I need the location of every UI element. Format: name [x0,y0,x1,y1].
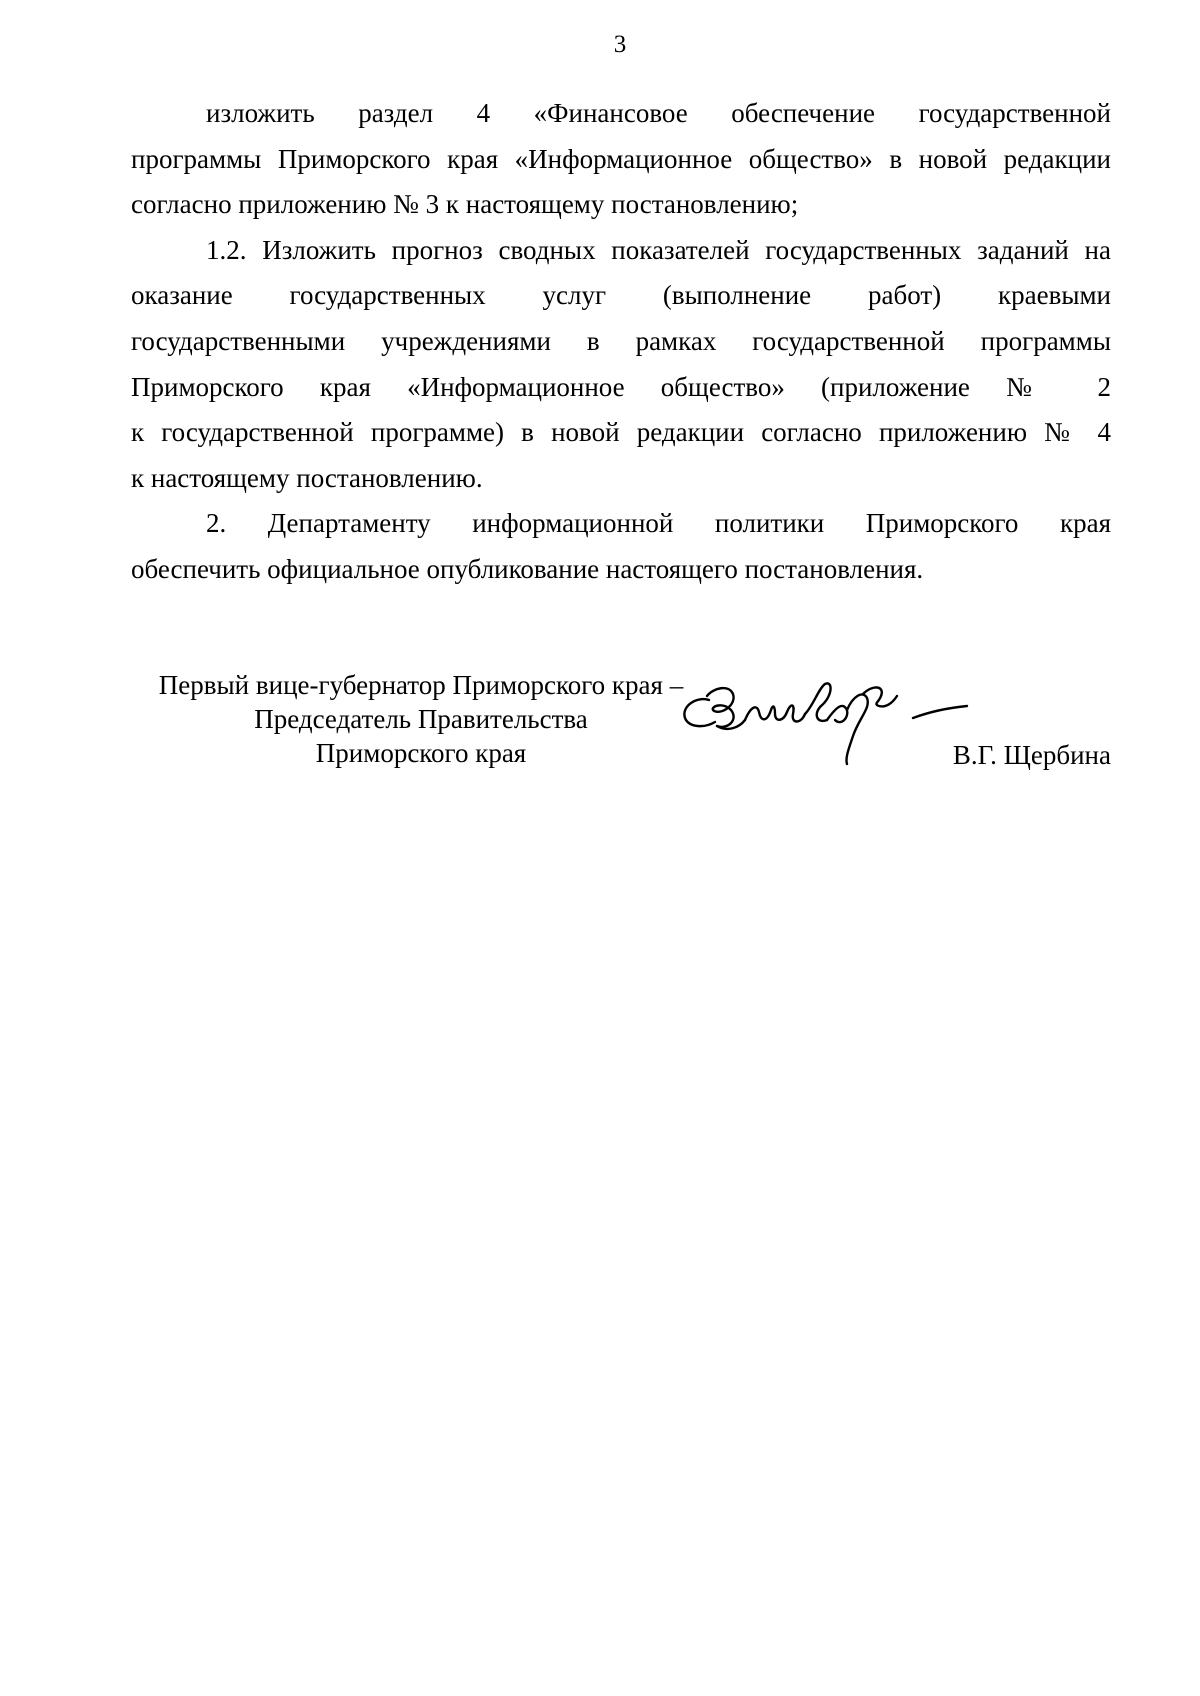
paragraph-3-line-2: обеспечить официальное опубликование настоящего постановления. [131,553,924,584]
paragraph-1-line-3: согласно приложению № 3 к настоящему постановлению; [131,189,799,220]
signer-position [136,668,706,770]
signer-position-line-2: Председатель Правительства [254,704,588,734]
paragraph-2-line-2: оказание государственных услуг (выполнение работ) краевыми [131,280,1111,311]
signer-position-line-1: Первый вице-губернатор Приморского края – [158,670,684,700]
page-number: 3 [613,31,627,58]
paragraph-2-line-5: к государственной программе) в новой редакции согласно приложению № 4 [131,417,1111,448]
paragraph-1-line-2: программы Приморского края «Информационное общество» в новой редакции [131,143,1111,174]
paragraph-2-line-6: к настоящему постановлению. [131,462,483,493]
paragraph-3-line-1: 2. Департаменту информационной политики Приморского края [206,508,1111,539]
signature-block [131,668,1111,788]
paragraph-2-line-3: государственными учреждениями в рамках государственной программы [131,325,1111,356]
signer-name: В.Г. Щербина [952,740,1111,770]
paragraph-1-line-1: изложить раздел 4 «Финансовое обеспечение государственной [206,98,1111,128]
signer-position-line-3: Приморского края [315,738,527,768]
paragraph-2-line-4: Приморского края «Информационное общество» (приложение № 2 [131,371,1111,402]
document-body [131,91,1111,593]
paragraph-2-line-1: 1.2. Изложить прогноз сводных показателей государственных заданий на [206,234,1111,265]
